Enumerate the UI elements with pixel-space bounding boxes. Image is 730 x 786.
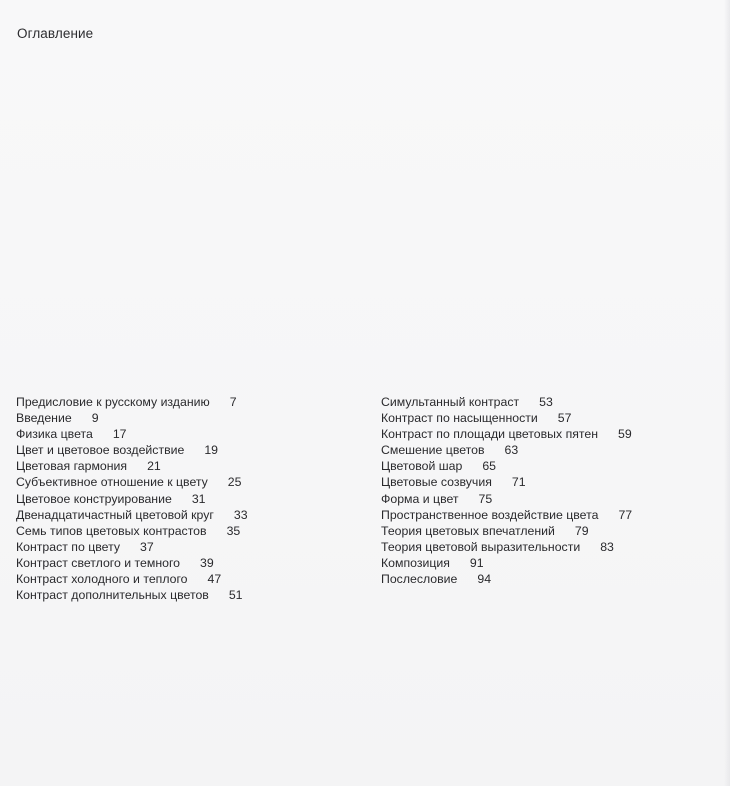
toc-entry-label: Смешение цветов xyxy=(381,443,485,458)
toc-entry-label: Цветовой шар xyxy=(381,459,463,474)
toc-entry-label: Цветовое конструирование xyxy=(16,491,172,506)
toc-entry-page: 47 xyxy=(207,572,222,587)
toc-entry-label: Субъективное отношение к цвету xyxy=(16,475,208,490)
toc-entry xyxy=(16,394,346,410)
toc-entry-page: 39 xyxy=(200,555,214,570)
toc-entry-page: 59 xyxy=(618,427,632,442)
toc-entry-label: Контраст по площади цветовых пятен xyxy=(381,427,599,442)
toc-entry xyxy=(16,474,346,490)
toc-entry-page: 77 xyxy=(618,507,633,522)
toc-entry-label: Послесловие xyxy=(381,572,458,587)
toc-entry xyxy=(16,555,346,571)
toc-entry xyxy=(16,571,346,587)
toc-entry xyxy=(381,426,711,442)
toc-entry-page: 94 xyxy=(477,572,492,587)
toc-entry xyxy=(381,491,711,507)
toc-entry-page: 63 xyxy=(504,443,519,458)
toc-entry-page: 7 xyxy=(229,395,237,409)
toc-entry xyxy=(381,507,711,523)
toc-entry xyxy=(16,426,346,442)
toc-entry-label: Композиция xyxy=(381,555,450,570)
toc-entry xyxy=(16,410,346,426)
toc-entry-page: 31 xyxy=(191,491,206,506)
toc-entry-page: 71 xyxy=(511,475,526,490)
toc-entry-page: 51 xyxy=(228,588,243,603)
toc-entry xyxy=(381,571,711,587)
toc-entry xyxy=(381,523,711,539)
toc-entry-label: Контраст по цвету xyxy=(16,539,121,554)
toc-entry-label: Теория цветовой выразительности xyxy=(381,539,581,554)
toc-entry-label: Цвет и цветовое воздействие xyxy=(16,443,185,458)
toc-entry xyxy=(16,507,346,523)
page-title: Оглавление xyxy=(17,26,94,41)
toc-entry-label: Симультанный контраст xyxy=(381,395,520,409)
toc-entry-label: Теория цветовых впечатлений xyxy=(381,523,555,538)
toc-entry-label: Семь типов цветовых контрастов xyxy=(16,523,207,538)
toc-column-right xyxy=(381,394,711,587)
toc-entry-label: Форма и цвет xyxy=(381,491,459,506)
toc-entry xyxy=(381,410,711,426)
toc-entry xyxy=(16,491,346,507)
toc-entry xyxy=(381,555,711,571)
toc-entry xyxy=(381,474,711,490)
toc-entry-page: 75 xyxy=(478,491,493,506)
toc-entry-label: Контраст холодного и теплого xyxy=(16,572,188,587)
toc-entry-label: Предисловие к русскому изданию xyxy=(16,395,210,409)
toc-entry xyxy=(381,458,711,474)
toc-entry-page: 25 xyxy=(227,475,242,490)
toc-entry-label: Пространственное воздействие цвета xyxy=(381,507,599,522)
toc-entry-page: 19 xyxy=(204,443,219,458)
page-edge-shadow xyxy=(724,0,730,786)
toc-entry xyxy=(381,394,711,410)
toc-entry-page: 21 xyxy=(147,459,161,474)
toc-entry-page: 91 xyxy=(469,555,484,570)
toc-entry-page: 33 xyxy=(233,507,248,522)
toc-entry-page: 79 xyxy=(574,523,589,538)
toc-entry-label: Контраст светлого и темного xyxy=(16,555,181,570)
toc-entry-page: 53 xyxy=(539,395,553,409)
toc-entry xyxy=(16,442,346,458)
toc-entry-page: 65 xyxy=(482,459,497,474)
toc-entry-label: Цветовая гармония xyxy=(16,459,128,474)
toc-entry-label: Контраст по насыщенности xyxy=(381,411,538,426)
toc-entry xyxy=(16,523,346,539)
toc-entry-page: 9 xyxy=(91,411,99,426)
toc-entry-label: Введение xyxy=(16,411,72,426)
toc-entry-label: Контраст дополнительных цветов xyxy=(16,588,209,603)
toc-entry xyxy=(16,458,346,474)
toc-entry-page: 17 xyxy=(112,427,127,442)
toc-entry-page: 83 xyxy=(600,539,614,554)
toc-entry xyxy=(16,539,346,555)
toc-entry-page: 57 xyxy=(557,411,572,426)
toc-entry xyxy=(381,539,711,555)
toc-entry-label: Цветовые созвучия xyxy=(381,475,492,490)
toc-column-left xyxy=(16,394,346,603)
toc-entry-label: Физика цвета xyxy=(16,427,93,442)
toc-entry xyxy=(381,442,711,458)
toc-entry-page: 35 xyxy=(226,523,241,538)
toc-entry xyxy=(16,587,346,603)
toc-entry-page: 37 xyxy=(140,539,154,554)
toc-entry-label: Двенадцатичастный цветовой круг xyxy=(16,507,214,522)
